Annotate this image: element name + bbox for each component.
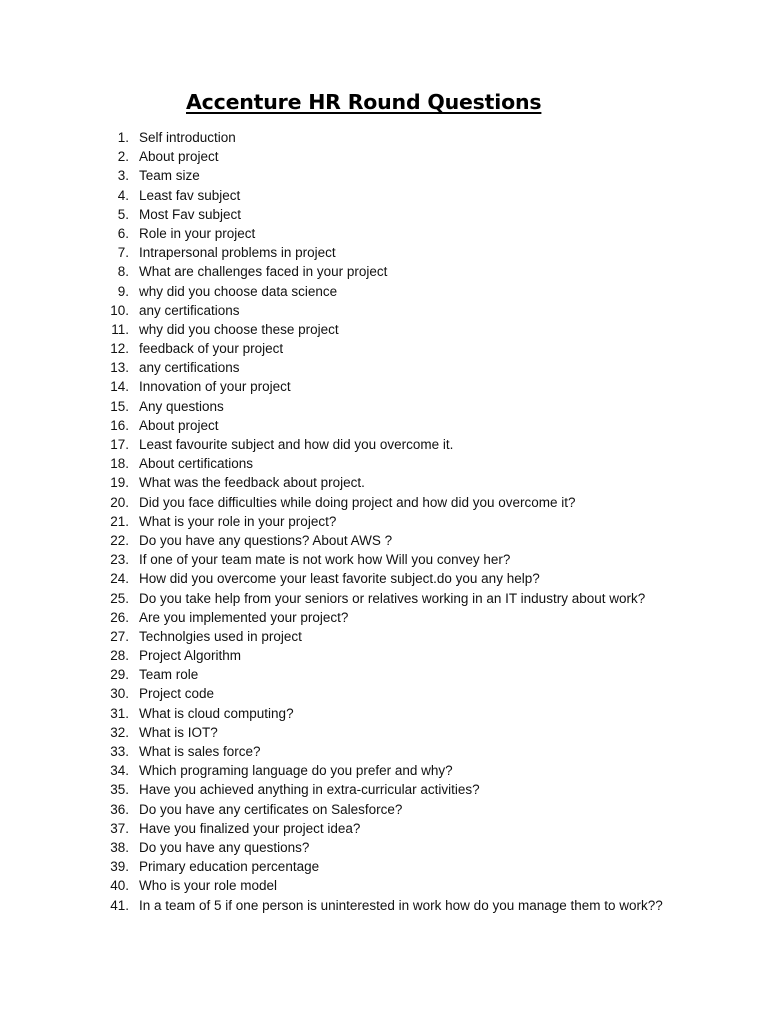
question-text: Team role xyxy=(139,667,199,683)
question-text: About project xyxy=(139,417,219,433)
question-text: Have you finalized your project idea? xyxy=(139,820,361,836)
question-number: 7. xyxy=(117,245,129,261)
question-number: 35. xyxy=(110,782,129,798)
question-text: Team size xyxy=(139,168,200,184)
question-list xyxy=(0,128,768,934)
question-text: Are you implemented your project? xyxy=(139,609,349,625)
question-number: 32. xyxy=(110,724,129,740)
question-text: Primary education percentage xyxy=(139,859,320,875)
question-number: 20. xyxy=(110,494,129,510)
question-text: What was the feedback about project. xyxy=(139,475,365,491)
question-text: Role in your project xyxy=(139,225,256,241)
question-number: 10. xyxy=(110,302,129,318)
question-item xyxy=(0,761,768,780)
question-text: Do you take help from your seniors or relatives working in an IT industry about work? xyxy=(139,590,646,606)
question-item xyxy=(0,358,768,377)
question-item xyxy=(0,473,768,492)
question-number: 22. xyxy=(110,532,129,548)
question-number: 24. xyxy=(110,571,129,587)
question-text: Do you have any questions? About AWS ? xyxy=(139,532,393,548)
question-number: 26. xyxy=(110,609,129,625)
question-text: Innovation of your project xyxy=(139,379,291,395)
question-text: Self introduction xyxy=(139,130,236,145)
question-item xyxy=(0,186,768,205)
question-text: Do you have any questions? xyxy=(139,839,310,855)
question-item xyxy=(0,147,768,166)
question-text: Least favourite subject and how did you overcome it. xyxy=(139,437,454,452)
question-number: 1. xyxy=(117,130,129,145)
question-item xyxy=(0,243,768,262)
question-number: 3. xyxy=(117,168,129,184)
question-item xyxy=(0,416,768,435)
question-item xyxy=(0,646,768,665)
question-number: 41. xyxy=(110,897,129,913)
question-text: What is your role in your project? xyxy=(139,513,337,529)
question-number: 37. xyxy=(110,820,129,836)
question-text: Do you have any certificates on Salesforce? xyxy=(139,801,403,817)
question-text: Project Algorithm xyxy=(139,648,242,664)
question-number: 28. xyxy=(110,648,129,664)
question-text: What is sales force? xyxy=(139,744,261,759)
question-item xyxy=(0,819,768,838)
page-title: Accenture HR Round Questions xyxy=(186,90,542,114)
question-number: 5. xyxy=(117,206,129,222)
question-text: Least fav subject xyxy=(139,187,241,203)
question-text: why did you choose these project xyxy=(139,321,339,337)
question-item xyxy=(0,589,768,608)
question-item xyxy=(0,665,768,684)
question-item xyxy=(0,857,768,876)
question-item xyxy=(0,704,768,723)
question-item xyxy=(0,282,768,301)
question-number: 33. xyxy=(110,744,129,759)
question-number: 8. xyxy=(117,264,129,280)
question-text: If one of your team mate is not work how Will you convey her? xyxy=(139,552,511,568)
question-number: 31. xyxy=(110,705,129,721)
question-text: How did you overcome your least favorite subject.do you any help? xyxy=(139,571,540,587)
question-number: 9. xyxy=(117,283,129,299)
question-text: Technolgies used in project xyxy=(139,628,302,644)
question-item xyxy=(0,742,768,761)
question-number: 17. xyxy=(110,437,129,452)
question-item xyxy=(0,166,768,185)
question-item xyxy=(0,569,768,588)
question-item xyxy=(0,301,768,320)
question-text: What is cloud computing? xyxy=(139,705,294,721)
question-item xyxy=(0,627,768,646)
question-text: any certifications xyxy=(139,360,240,376)
question-item xyxy=(0,550,768,569)
question-item xyxy=(0,800,768,819)
question-number: 40. xyxy=(110,878,129,894)
question-number: 23. xyxy=(110,552,129,568)
question-item xyxy=(0,435,768,454)
question-number: 25. xyxy=(110,590,129,606)
question-text: Intrapersonal problems in project xyxy=(139,245,336,261)
question-item xyxy=(0,838,768,857)
question-number: 16. xyxy=(110,417,129,433)
question-item xyxy=(0,205,768,224)
question-number: 6. xyxy=(117,225,129,241)
question-number: 15. xyxy=(110,398,129,414)
question-item xyxy=(0,454,768,473)
question-item xyxy=(0,377,768,396)
question-number: 14. xyxy=(110,379,129,395)
question-text: About certifications xyxy=(139,456,254,472)
question-number: 21. xyxy=(110,513,129,529)
question-text: Have you achieved anything in extra-curricular activities? xyxy=(139,782,480,798)
question-item xyxy=(0,128,768,147)
question-item xyxy=(0,320,768,339)
question-text: Most Fav subject xyxy=(139,206,242,222)
question-item xyxy=(0,876,768,895)
question-number: 27. xyxy=(110,628,129,644)
question-text: Project code xyxy=(139,686,215,702)
question-text: any certifications xyxy=(139,302,240,318)
question-number: 34. xyxy=(110,763,129,779)
question-number: 36. xyxy=(110,801,129,817)
question-text: why did you choose data science xyxy=(139,283,338,299)
question-text: What are challenges faced in your project xyxy=(139,264,388,280)
question-item xyxy=(0,493,768,512)
question-number: 39. xyxy=(110,859,129,875)
question-text: About project xyxy=(139,149,219,165)
question-text: Did you face difficulties while doing project and how did you overcome it? xyxy=(139,494,576,510)
question-text: Which programing language do you prefer and why? xyxy=(139,763,453,779)
question-item xyxy=(0,339,768,358)
question-number: 38. xyxy=(110,839,129,855)
question-item xyxy=(0,896,768,934)
question-item xyxy=(0,608,768,627)
question-item xyxy=(0,397,768,416)
question-text: feedback of your project xyxy=(139,341,284,357)
question-number: 18. xyxy=(110,456,129,472)
question-number: 12. xyxy=(110,341,129,357)
question-item xyxy=(0,224,768,243)
question-item xyxy=(0,780,768,799)
question-number: 2. xyxy=(117,149,129,165)
question-number: 4. xyxy=(117,187,129,203)
question-number: 13. xyxy=(110,360,129,376)
question-text: Any questions xyxy=(139,398,224,414)
question-number: 19. xyxy=(110,475,129,491)
question-item xyxy=(0,262,768,281)
question-item xyxy=(0,684,768,703)
question-text: In a team of 5 if one person is uninterested in work how do you manage them to work?? xyxy=(139,897,663,913)
question-number: 30. xyxy=(110,686,129,702)
question-item xyxy=(0,531,768,550)
question-item xyxy=(0,512,768,531)
question-number: 11. xyxy=(111,321,129,337)
question-number: 29. xyxy=(110,667,129,683)
question-item xyxy=(0,723,768,742)
question-text: What is IOT? xyxy=(139,724,218,740)
question-text: Who is your role model xyxy=(139,878,278,894)
